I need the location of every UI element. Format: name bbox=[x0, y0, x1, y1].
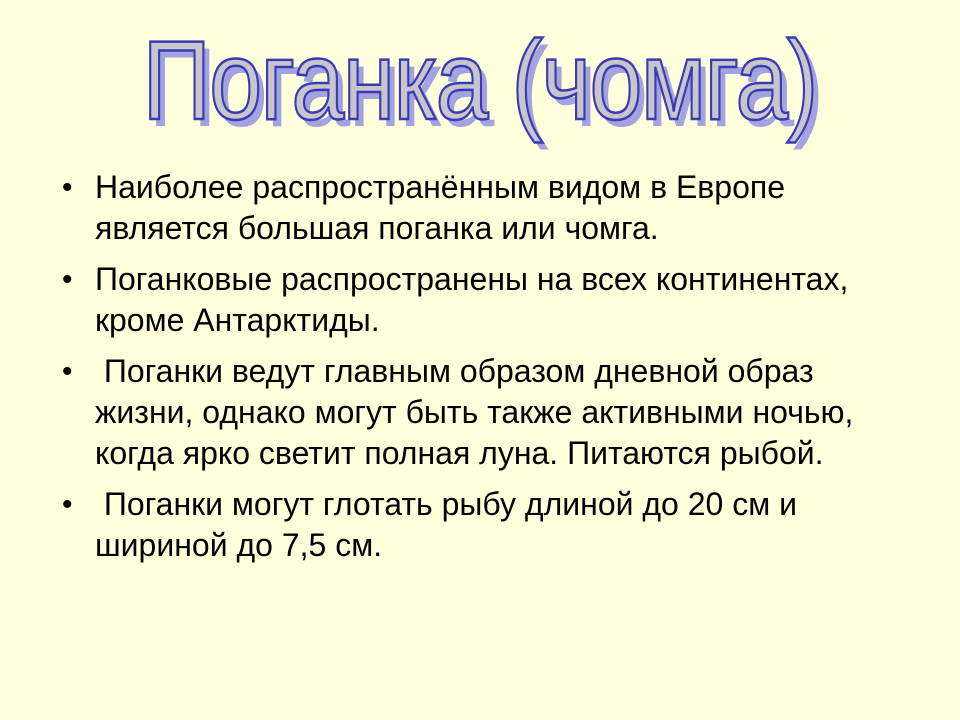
bullet-item bbox=[60, 167, 912, 249]
bullet-list bbox=[60, 167, 912, 566]
bullet-text: Поганки ведут главным образом дневной образ жизни, однако могут быть также активными ночью, когда ярко светит полная луна. Питаются рыбой. bbox=[95, 353, 863, 472]
bullet-item bbox=[60, 351, 912, 474]
title-area bbox=[0, 18, 960, 143]
bullet-icon: • bbox=[62, 488, 73, 522]
presentation-slide bbox=[0, 18, 960, 720]
bullet-icon: • bbox=[62, 355, 73, 389]
bullet-item bbox=[60, 259, 912, 341]
slide-title: Поганка (чомга) bbox=[142, 18, 818, 143]
bullet-text: Наиболее распространённым видом в Европе является большая поганка или чомга. bbox=[95, 169, 794, 247]
bullet-icon: • bbox=[62, 263, 73, 297]
bullet-text: Поганки могут глотать рыбу длиной до 20 см и шириной до 7,5 см. bbox=[95, 486, 806, 564]
bullet-item bbox=[60, 484, 912, 566]
bullet-icon: • bbox=[62, 171, 73, 205]
bullet-text: Поганковые распространены на всех континентах, кроме Антарктиды. bbox=[95, 261, 858, 339]
